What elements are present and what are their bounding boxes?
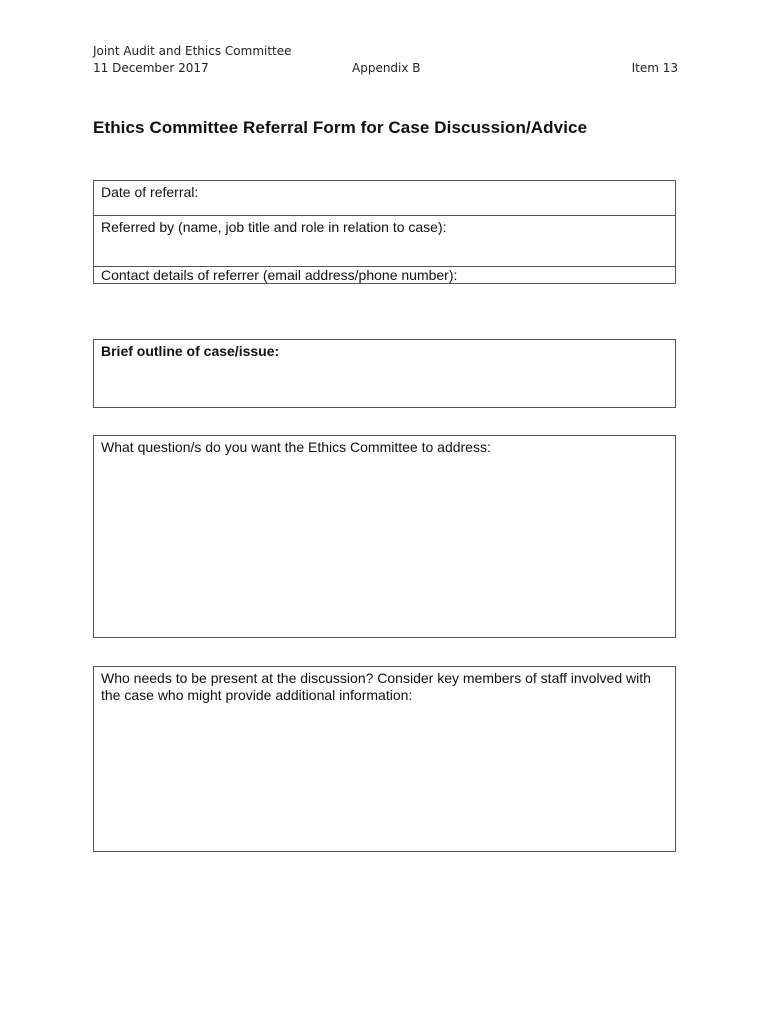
meeting-date: 11 December 2017 [93,61,209,75]
referred-by-field[interactable] [94,216,675,267]
contact-details-field[interactable] [94,267,675,283]
case-outline-label: Brief outline of case/issue: [101,343,280,359]
header-meta-row [93,60,678,77]
date-of-referral-field[interactable] [94,181,675,216]
item-number: Item 13 [631,61,678,75]
appendix-label: Appendix B [352,61,421,75]
attendees-label: Who needs to be present at the discussion? Consider key members of staff involved with the case who might provide additional information: [101,670,651,703]
referred-by-label: Referred by (name, job title and role in relation to case): [101,219,447,235]
questions-label: What question/s do you want the Ethics Committee to address: [101,439,491,455]
form-title: Ethics Committee Referral Form for Case Discussion/Advice [93,118,588,137]
date-of-referral-label: Date of referral: [101,184,199,200]
referral-details-table [93,180,676,284]
questions-field[interactable] [93,435,676,638]
case-outline-field[interactable] [93,339,676,408]
committee-name: Joint Audit and Ethics Committee [93,44,292,58]
document-header [93,43,678,77]
attendees-field[interactable] [93,666,676,852]
contact-details-label: Contact details of referrer (email address/phone number): [101,267,458,283]
